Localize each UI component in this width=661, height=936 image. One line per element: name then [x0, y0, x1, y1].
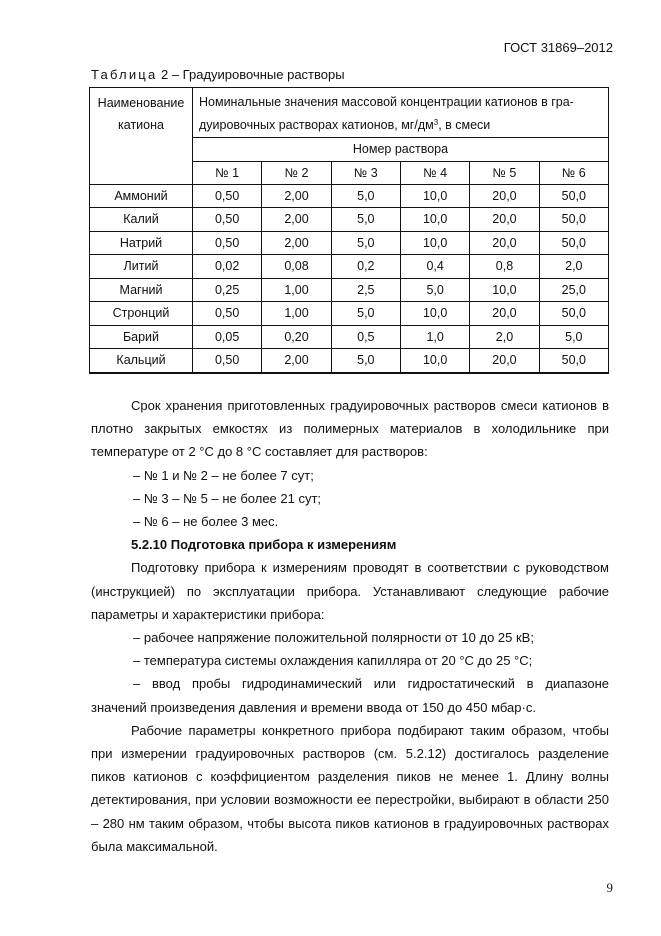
concentration-cell: 0,50	[193, 208, 262, 232]
concentration-cell: 10,0	[470, 278, 539, 302]
concentration-cell: 0,08	[262, 255, 331, 279]
cation-name: Аммоний	[90, 184, 193, 208]
concentration-cell: 20,0	[470, 208, 539, 232]
storage-item-3: – № 6 – не более 3 мес.	[133, 514, 279, 530]
concentration-cell: 2,00	[262, 231, 331, 255]
concentration-cell: 50,0	[539, 184, 608, 208]
concentration-cell: 0,50	[193, 302, 262, 326]
concentration-cell: 2,5	[331, 278, 400, 302]
cation-name: Магний	[90, 278, 193, 302]
table-caption-text: 2 – Градуировочные растворы	[157, 67, 345, 82]
concentration-cell: 50,0	[539, 208, 608, 232]
table-row	[90, 325, 609, 349]
storage-paragraph: Срок хранения приготовленных градуировочных растворов смеси катионов в плотно закрытых емкостях из полимерных материалов в холодильнике при температуре от 2 °С до 8 °С составляет для растворов:	[91, 398, 609, 460]
concentration-cell: 10,0	[400, 231, 469, 255]
header-concentration-unit-exponent: 3	[433, 118, 439, 127]
concentration-cell: 5,0	[331, 231, 400, 255]
concentration-cell: 1,0	[400, 325, 469, 349]
body-text	[91, 394, 609, 858]
header-cation-name-line1: Наименование	[97, 96, 185, 110]
calibration-table	[89, 87, 609, 374]
table-row	[90, 278, 609, 302]
concentration-cell: 5,0	[400, 278, 469, 302]
column-header-4: № 4	[400, 161, 469, 184]
concentration-cell: 1,00	[262, 302, 331, 326]
concentration-cell: 2,0	[470, 325, 539, 349]
column-header-2: № 2	[262, 161, 331, 184]
concentration-cell: 0,5	[331, 325, 400, 349]
concentration-cell: 0,2	[331, 255, 400, 279]
header-concentration-line1: Номинальные значения массовой концентрации катионов в гра-	[199, 95, 574, 109]
section-title: 5.2.10 Подготовка прибора к измерениям	[131, 537, 397, 553]
header-concentration-line2-end: , в смеси	[438, 118, 491, 132]
header-solution-number: Номер раствора	[193, 138, 609, 162]
concentration-cell: 25,0	[539, 278, 608, 302]
storage-item-2: – № 3 – № 5 – не более 21 сут;	[133, 490, 322, 506]
header-cation-name	[90, 88, 193, 185]
concentration-cell: 20,0	[470, 231, 539, 255]
table-row	[90, 302, 609, 326]
concentration-cell: 0,20	[262, 325, 331, 349]
cation-name: Литий	[90, 255, 193, 279]
concentration-cell: 5,0	[331, 302, 400, 326]
concentration-cell: 5,0	[539, 325, 608, 349]
concentration-cell: 10,0	[400, 302, 469, 326]
prep-item-temperature: – температура системы охлаждения капилляра от 20 °С до 25 °С;	[133, 653, 533, 669]
concentration-cell: 20,0	[470, 302, 539, 326]
concentration-cell: 0,4	[400, 255, 469, 279]
concentration-cell: 10,0	[400, 349, 469, 373]
concentration-cell: 20,0	[470, 184, 539, 208]
column-header-1: № 1	[193, 161, 262, 184]
concentration-cell: 2,0	[539, 255, 608, 279]
concentration-cell: 50,0	[539, 302, 608, 326]
concentration-cell: 0,25	[193, 278, 262, 302]
concentration-cell: 50,0	[539, 349, 608, 373]
table-row	[90, 184, 609, 208]
cation-name: Натрий	[90, 231, 193, 255]
concentration-cell: 0,50	[193, 184, 262, 208]
cation-name: Кальций	[90, 349, 193, 373]
preparation-paragraph: Подготовку прибора к измерениям проводят в соответствии с руководством (инструкцией) по эксплуатации прибора. Устанавливают следующие рабочие параметры и характеристики прибора:	[91, 560, 609, 622]
storage-item-1: – № 1 и № 2 – не более 7 сут;	[133, 467, 314, 483]
concentration-cell: 0,02	[193, 255, 262, 279]
concentration-cell: 0,50	[193, 349, 262, 373]
concentration-cell: 2,00	[262, 208, 331, 232]
concentration-cell: 2,00	[262, 184, 331, 208]
table-row	[90, 231, 609, 255]
table-row	[90, 208, 609, 232]
concentration-cell: 20,0	[470, 349, 539, 373]
concentration-cell: 0,05	[193, 325, 262, 349]
concentration-cell: 5,0	[331, 349, 400, 373]
header-concentration-line2: дуировочных растворах катионов, мг/дм	[199, 118, 434, 132]
header-cation-name-line2: катиона	[118, 118, 164, 132]
concentration-cell: 1,00	[262, 278, 331, 302]
cation-name: Барий	[90, 325, 193, 349]
concentration-cell: 0,8	[470, 255, 539, 279]
concentration-cell: 50,0	[539, 231, 608, 255]
page-number: 9	[606, 880, 613, 895]
header-concentration	[193, 88, 609, 138]
table-caption-prefix: Таблица	[91, 67, 158, 82]
concentration-cell: 5,0	[331, 208, 400, 232]
cation-name: Калий	[90, 208, 193, 232]
table-row	[90, 349, 609, 373]
concentration-cell: 10,0	[400, 208, 469, 232]
column-header-3: № 3	[331, 161, 400, 184]
column-header-5: № 5	[470, 161, 539, 184]
document-code: ГОСТ 31869–2012	[503, 40, 613, 55]
concentration-cell: 0,50	[193, 231, 262, 255]
table-row	[90, 255, 609, 279]
final-paragraph: Рабочие параметры конкретного прибора подбирают таким образом, чтобы при измерении градуировочных растворов (см. 5.2.12) достигалось разделение пиков катионов с коэффициентом разделения пиков не менее 1. Длину волны детектирования, при условии возможности ее перестройки, выбирают в области 250 – 280 нм таким образом, чтобы высота пиков катионов в градуировочных растворах была максимальной.	[91, 722, 609, 854]
concentration-cell: 10,0	[400, 184, 469, 208]
concentration-cell: 5,0	[331, 184, 400, 208]
table-caption	[91, 67, 345, 82]
column-header-6: № 6	[539, 161, 608, 184]
concentration-cell: 2,00	[262, 349, 331, 373]
cation-name: Стронций	[90, 302, 193, 326]
prep-item-voltage: – рабочее напряжение положительной полярности от 10 до 25 кВ;	[133, 630, 534, 646]
prep-item-injection: – ввод пробы гидродинамический или гидростатический в диапазоне значений произведения давления и времени ввода от 150 до 450 мбар·с.	[91, 676, 609, 715]
